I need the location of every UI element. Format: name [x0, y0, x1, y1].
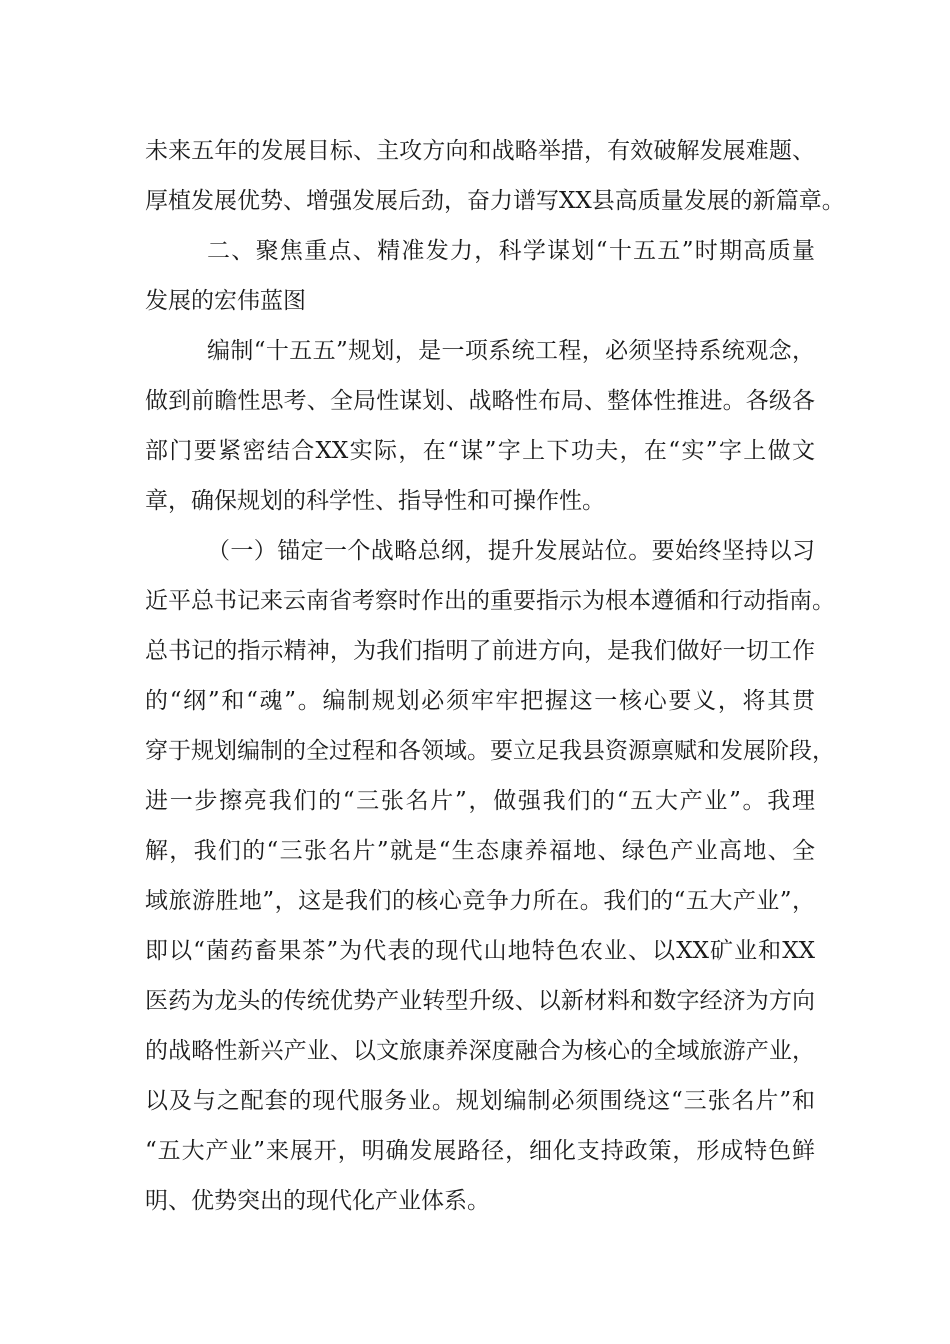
text-line: 编制“十五五”规划，是一项系统工程，必须坚持系统观念， [207, 338, 815, 364]
text-line: 进一步擦亮我们的“三张名片”，做强我们的“五大产业”。我理 [145, 788, 815, 814]
text-line: 明、优势突出的现代化产业体系。 [145, 1188, 490, 1214]
text-line: 做到前瞻性思考、全局性谋划、战略性布局、整体性推进。各级各 [145, 388, 815, 414]
text-line: “五大产业”来展开，明确发展路径，细化支持政策，形成特色鲜 [145, 1138, 815, 1164]
text-line: 近平总书记来云南省考察时作出的重要指示为根本遵循和行动指南。 [145, 588, 835, 614]
paragraph-planning [145, 326, 815, 526]
text-line: 部门要紧密结合XX实际，在“谋”字上下功夫，在“实”字上做文 [145, 438, 815, 464]
paragraph-continuation [145, 126, 845, 226]
document-body [145, 126, 845, 1226]
text-line: 厚植发展优势、增强发展后劲，奋力谱写XX县高质量发展的新篇章。 [145, 188, 845, 214]
text-line: 即以“菌药畜果茶”为代表的现代山地特色农业、以XX矿业和XX [145, 938, 815, 964]
text-line: 未来五年的发展目标、主攻方向和战略举措，有效破解发展难题、 [145, 138, 815, 164]
text-line: 总书记的指示精神，为我们指明了前进方向，是我们做好一切工作 [145, 638, 815, 664]
text-line: （一）锚定一个战略总纲，提升发展站位。要始终坚持以习 [207, 538, 815, 564]
text-line: 医药为龙头的传统优势产业转型升级、以新材料和数字经济为方向 [145, 988, 815, 1014]
heading-line: 发展的宏伟蓝图 [145, 288, 306, 314]
text-line: 章，确保规划的科学性、指导性和可操作性。 [145, 488, 605, 514]
text-line: 的战略性新兴产业、以文旅康养深度融合为核心的全域旅游产业， [145, 1038, 815, 1064]
text-line: 的“纲”和“魂”。编制规划必须牢牢把握这一核心要义，将其贯 [145, 688, 815, 714]
section-heading [145, 226, 815, 326]
text-line: 以及与之配套的现代服务业。规划编制必须围绕这“三张名片”和 [145, 1088, 815, 1114]
text-line: 域旅游胜地”，这是我们的核心竞争力所在。我们的“五大产业”， [145, 888, 815, 914]
paragraph-strategy [145, 526, 835, 1226]
heading-line: 二、聚焦重点、精准发力，科学谋划“十五五”时期高质量 [207, 238, 815, 264]
text-line: 解，我们的“三张名片”就是“生态康养福地、绿色产业高地、全 [145, 838, 815, 864]
text-line: 穿于规划编制的全过程和各领域。要立足我县资源禀赋和发展阶段， [145, 738, 835, 764]
